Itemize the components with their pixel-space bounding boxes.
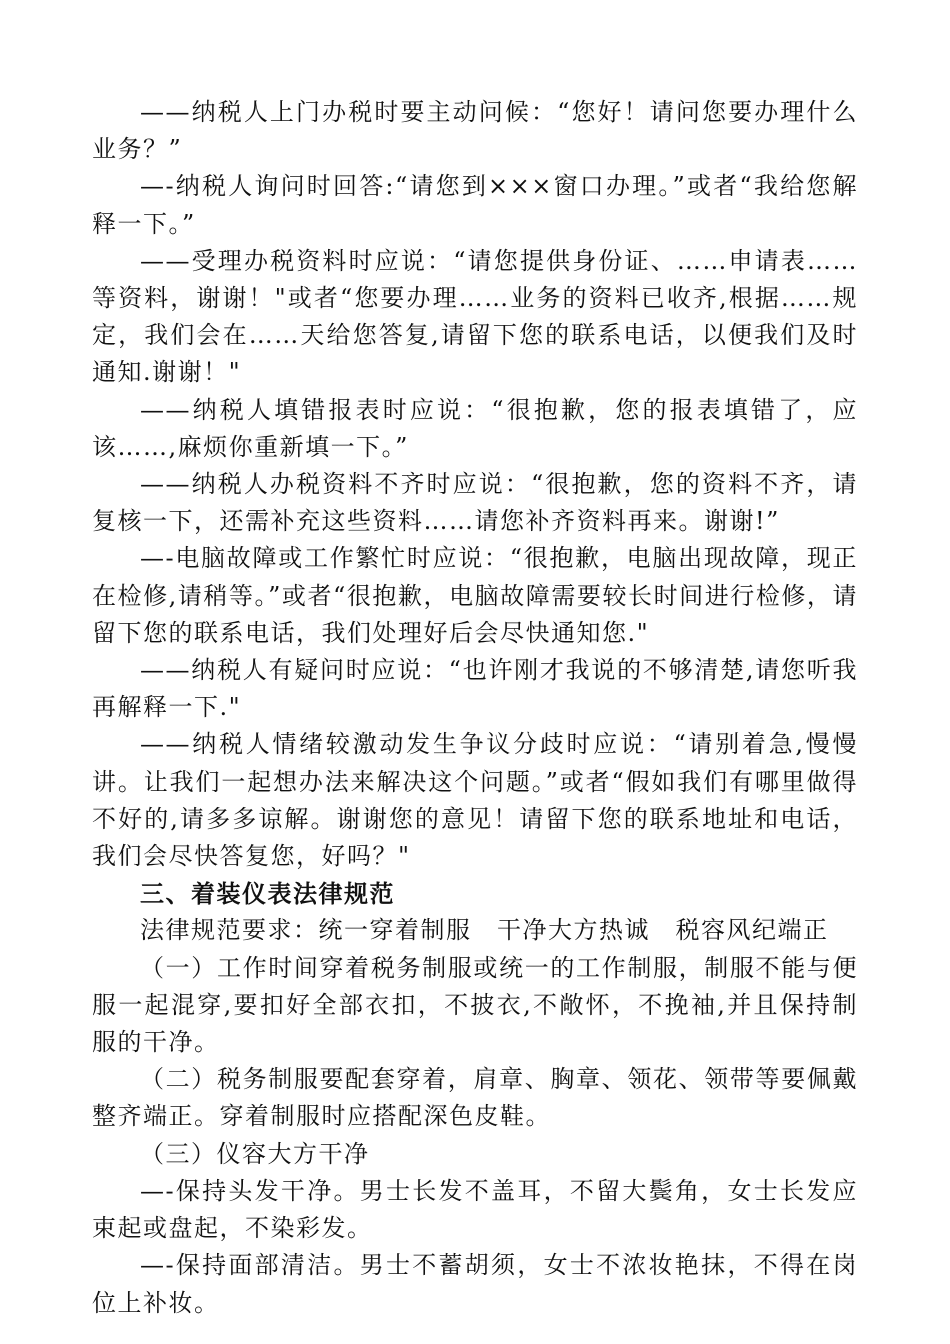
paragraph-item-1: （一）工作时间穿着税务制服或统一的工作制服，制服不能与便服一起混穿,要扣好全部衣扣，不披衣,不敞怀，不挽袖,并且保持制服的干净。 — [92, 953, 858, 1057]
paragraph-greeting: ——纳税人上门办税时要主动问候：“您好！请问您要办理什么业务？” — [92, 98, 858, 164]
paragraph-form-error: ——纳税人填错报表时应说：“很抱歉，您的报表填错了，应该……,麻烦你重新填一下。” — [92, 395, 858, 461]
paragraph-hair: —-保持头发干净。男士长发不盖耳，不留大鬓角，女士长发应束起或盘起，不染彩发。 — [92, 1176, 858, 1243]
paragraph-taxpayer-question: ——纳税人有疑问时应说：“也许刚才我说的不够清楚,请您听我再解释一下." — [92, 656, 858, 722]
paragraph-face: —-保持面部清洁。男士不蓄胡须，女士不浓妆艳抹，不得在岗位上补妆。 — [92, 1251, 858, 1317]
paragraph-accept-materials: ——受理办税资料时应说：“请您提供身份证、……申请表……等资料，谢谢！"或者“您要办理……业务的资料已收齐,根据……规定，我们会在……天给您答复,请留下您的联系电话，以便我们及时通知.谢谢！" — [92, 246, 858, 387]
paragraph-computer-fault: —-电脑故障或工作繁忙时应说：“很抱歉，电脑出现故障，现正在检修,请稍等。”或者“很抱歉，电脑故障需要较长时间进行检修，请留下您的联系电话，我们处理好后会尽快通知您." — [92, 544, 858, 647]
paragraph-item-3: （三）仪容大方干净 — [140, 1139, 370, 1168]
paragraph-requirements: 法律规范要求：统一穿着制服 干净大方热诚 税容风纪端正 — [140, 916, 829, 945]
paragraph-inquiry: —-纳税人询问时回答:“请您到×××窗口办理。”或者“我给您解释一下。” — [92, 172, 858, 238]
paragraph-dispute: ——纳税人情绪较激动发生争议分歧时应说：“请别着急,慢慢讲。让我们一起想办法来解决这个问题。”或者“假如我们有哪里做得不好的,请多多谅解。谢谢您的意见！请留下您的联系地址和电话，我们会尽快答复您，好吗？" — [92, 730, 858, 871]
paragraph-item-2: （二）税务制服要配套穿着，肩章、胸章、领花、领带等要佩戴整齐端正。穿着制服时应搭配深色皮鞋。 — [92, 1065, 858, 1131]
section-heading-dress-code: 三、着装仪表法律规范 — [140, 879, 395, 909]
paragraph-incomplete-materials: ——纳税人办税资料不齐时应说：“很抱歉，您的资料不齐，请复核一下，还需补充这些资料……请您补齐资料再来。谢谢!” — [92, 470, 858, 536]
